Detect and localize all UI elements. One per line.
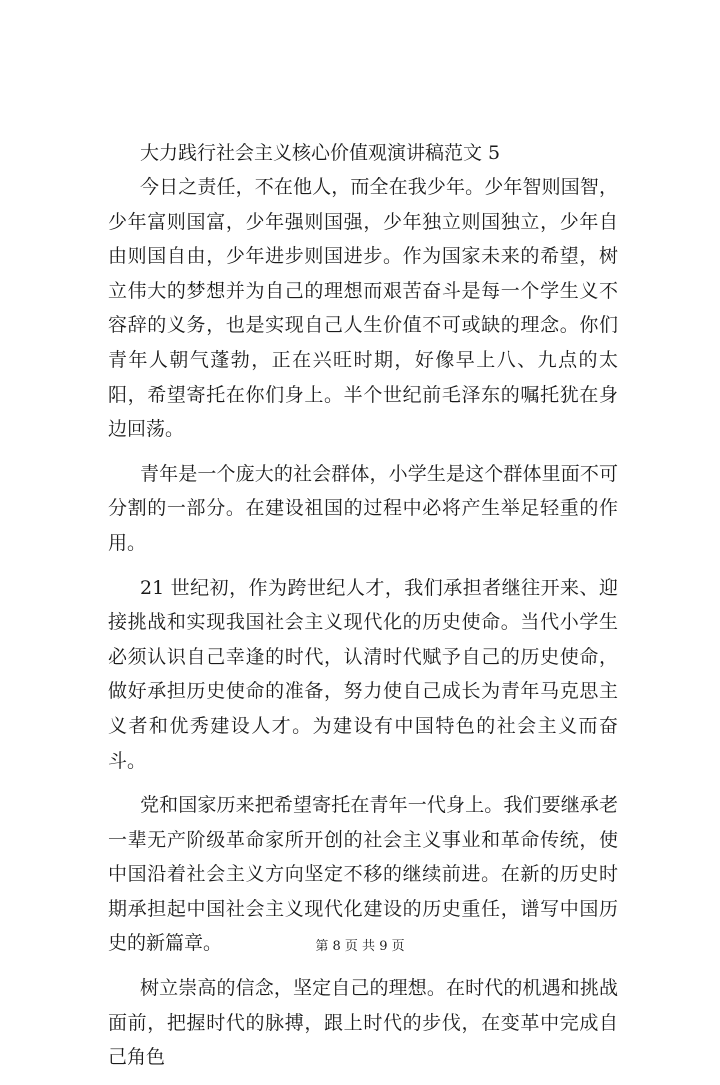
paragraph: 青年是一个庞大的社会群体，小学生是这个群体里面不可分割的一部分。在建设祖国的过程中必将产生举足轻重的作用。 <box>108 462 618 554</box>
page-number-footer: 第 8 页 共 9 页 <box>315 939 405 954</box>
paragraph: 树立崇高的信念，坚定自己的理想。在时代的机遇和挑战面前，把握时代的脉搏，跟上时代的步伐，在变革中完成自己角色 <box>108 977 618 1069</box>
document-title: 大力践行社会主义核心价值观演讲稿范文 5 <box>140 142 501 164</box>
paragraph: 党和国家历来把希望寄托在青年一代身上。我们要继承老一辈无产阶级革命家所开创的社会主义事业和革命传统，使中国沿着社会主义方向坚定不移的继续前进。在新的历史时期承担起中国社会主义现代化建设的历史重任，谱写中国历史的新篇章。 <box>108 794 618 955</box>
paragraph: 21 世纪初，作为跨世纪人才，我们承担者继往开来、迎接挑战和实现我国社会主义现代化的历史使命。当代小学生必须认识自己幸逢的时代，认清时代赋予自己的历史使命，做好承担历史使命的准备，努力使自己成长为青年马克思主义者和优秀建设人才。为建设有中国特色的社会主义而奋斗。 <box>108 576 618 772</box>
paragraph: 今日之责任，不在他人，而全在我少年。少年智则国智，少年富则国富，少年强则国强，少年独立则国独立，少年自由则国自由，少年进步则国进步。作为国家未来的希望，树立伟大的梦想并为自己的理想而艰苦奋斗是每一个学生义不容辞的义务，也是实现自己人生价值不可或缺的理念。你们青年人朝气蓬勃，正在兴旺时期，好像早上八、九点的太阳，希望寄托在你们身上。半个世纪前毛泽东的嘱托犹在身边回荡。 <box>108 176 618 441</box>
